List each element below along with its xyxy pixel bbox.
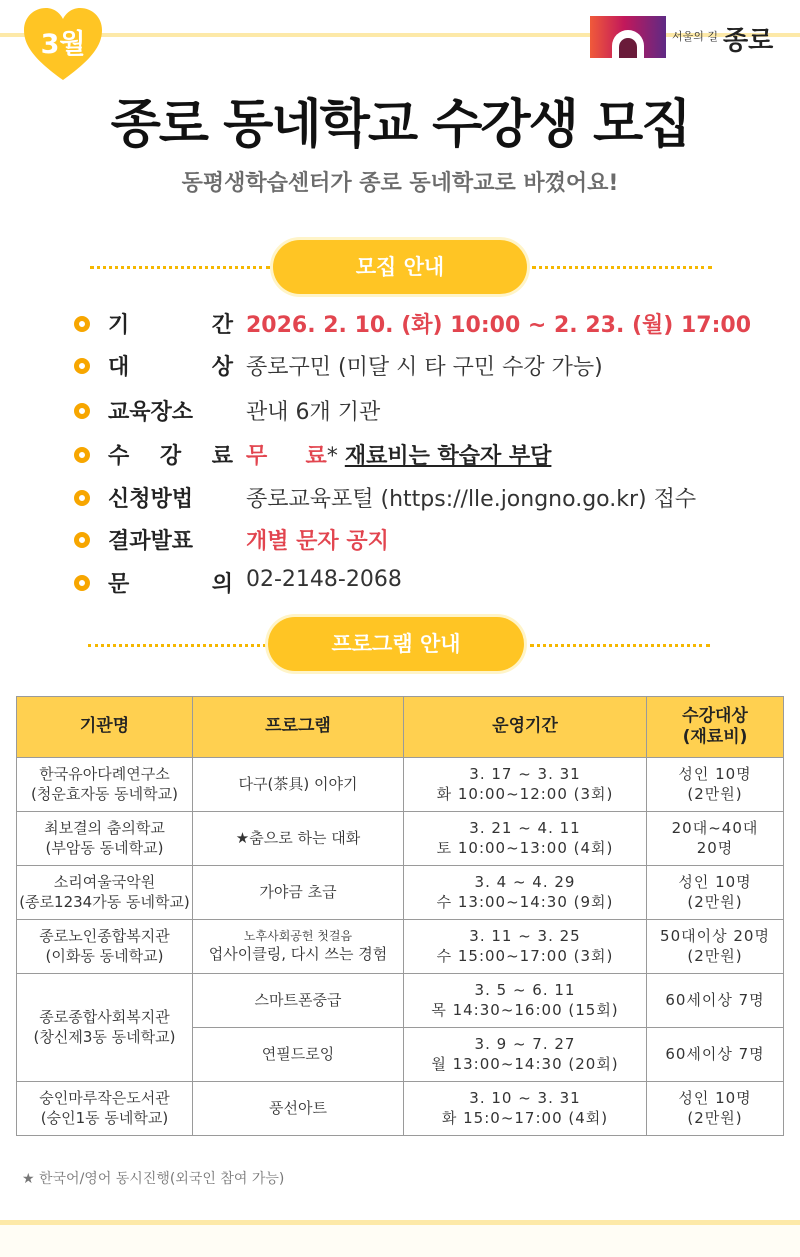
dotted-divider-right-2 (530, 644, 710, 647)
info-value: 종로교육포털 (https://lle.jongno.go.kr) 접수 (246, 487, 697, 512)
program-cell: 연필드로잉 (193, 1028, 404, 1082)
info-row-target (74, 348, 774, 384)
table-row (17, 758, 784, 812)
program-table (16, 696, 784, 1136)
col-header-period: 운영기간 (404, 697, 647, 758)
bullet-icon (74, 532, 90, 548)
program-cell: 다구(茶具) 이야기 (193, 758, 404, 812)
bullet-icon (74, 316, 90, 332)
org-cell: 종로종합사회복지관 (창신제3동 동네학교) (17, 974, 193, 1082)
program-cell: 풍선아트 (193, 1082, 404, 1136)
col-header-target: 수강대상 (재료비) (647, 697, 784, 758)
info-label: 수 강 료 (108, 444, 233, 469)
program-title: 업사이클링, 다시 쓰는 경험 (208, 944, 388, 963)
period-cell: 3. 10 ~ 3. 31 화 15:0~17:00 (4회) (404, 1082, 647, 1136)
dotted-divider-right (532, 266, 712, 269)
col-header-program: 프로그램 (193, 697, 404, 758)
bullet-icon (74, 575, 90, 591)
bullet-icon (74, 447, 90, 463)
table-row (17, 812, 784, 866)
info-label: 신청방법 (108, 487, 194, 512)
period-cell: 3. 11 ~ 3. 25 수 15:00~17:00 (3회) (404, 920, 647, 974)
page-subtitle: 동평생학습센터가 종로 동네학교로 바꼈어요! (181, 171, 619, 196)
dotted-divider-left (90, 266, 270, 269)
info-label: 기 간 (108, 313, 233, 338)
bottom-band (0, 1225, 800, 1257)
bullet-icon (74, 358, 90, 374)
recruit-section-heading: 모집 안내 (273, 240, 527, 294)
logo-tagline: 서울의 길 (672, 30, 719, 43)
table-row (17, 866, 784, 920)
org-cell: 최보결의 춤의학교 (부암동 동네학교) (17, 812, 193, 866)
program-subtitle: 노후사회공헌 첫걸음 (243, 928, 353, 943)
program-cell: 스마트폰중급 (193, 974, 404, 1028)
page-title: 종로 동네학교 수강생 모집 (110, 95, 690, 155)
target-cell: 20대~40대 20명 (647, 812, 784, 866)
period-cell: 3. 21 ~ 4. 11 토 10:00~13:00 (4회) (404, 812, 647, 866)
dotted-divider-left-2 (88, 644, 266, 647)
info-row-result (74, 522, 774, 558)
program-cell (193, 920, 404, 974)
footnote: ★ 한국어/영어 동시진행(외국인 참여 가능) (22, 1171, 285, 1187)
logo-name: 종로 (723, 26, 774, 56)
org-cell: 한국유아다례연구소 (청운효자동 동네학교) (17, 758, 193, 812)
info-label: 결과발표 (108, 529, 194, 554)
org-cell: 숭인마루작은도서관 (숭인1동 동네학교) (17, 1082, 193, 1136)
table-row (17, 974, 784, 1028)
info-label: 대 상 (108, 355, 233, 380)
program-section-heading: 프로그램 안내 (268, 617, 524, 671)
table-row (17, 1082, 784, 1136)
period-cell: 3. 9 ~ 7. 27 월 13:00~14:30 (20회) (404, 1028, 647, 1082)
period-cell: 3. 5 ~ 6. 11 목 14:30~16:00 (15회) (404, 974, 647, 1028)
period-cell: 3. 4 ~ 4. 29 수 13:00~14:30 (9회) (404, 866, 647, 920)
info-row-contact (74, 565, 774, 601)
program-cell: 가야금 초급 (193, 866, 404, 920)
col-header-org: 기관명 (17, 697, 193, 758)
info-value: 관내 6개 기관 (246, 400, 381, 425)
info-value: 개별 문자 공지 (246, 529, 389, 554)
target-cell: 성인 10명 (2만원) (647, 1082, 784, 1136)
info-row-location (74, 393, 774, 429)
target-cell: 성인 10명 (2만원) (647, 866, 784, 920)
bullet-icon (74, 490, 90, 506)
info-row-apply (74, 480, 774, 516)
program-cell: ★춤으로 하는 대화 (193, 812, 404, 866)
target-cell: 성인 10명 (2만원) (647, 758, 784, 812)
target-cell: 50대이상 20명 (2만원) (647, 920, 784, 974)
info-value: 무 료* 재료비는 학습자 부담 (246, 444, 552, 469)
table-row (17, 920, 784, 974)
period-cell: 3. 17 ~ 3. 31 화 10:00~12:00 (3회) (404, 758, 647, 812)
bullet-icon (74, 403, 90, 419)
info-row-period (74, 306, 774, 342)
info-value: 2026. 2. 10. (화) 10:00 ~ 2. 23. (월) 17:00 (246, 313, 752, 338)
info-label: 문 의 (108, 572, 233, 597)
org-cell: 종로노인종합복지관 (이화동 동네학교) (17, 920, 193, 974)
target-cell: 60세이상 7명 (647, 1028, 784, 1082)
info-label: 교육장소 (108, 400, 194, 425)
jongno-logo (590, 16, 780, 60)
table-header-row (17, 697, 784, 758)
info-row-fee (74, 437, 774, 473)
target-cell: 60세이상 7명 (647, 974, 784, 1028)
month-badge: 3월 (40, 29, 86, 60)
info-value: 종로구민 (미달 시 타 구민 수강 가능) (246, 355, 603, 380)
org-cell: 소리여울국악원 (종로1234가동 동네학교) (17, 866, 193, 920)
info-value: 02-2148-2068 (246, 567, 402, 592)
